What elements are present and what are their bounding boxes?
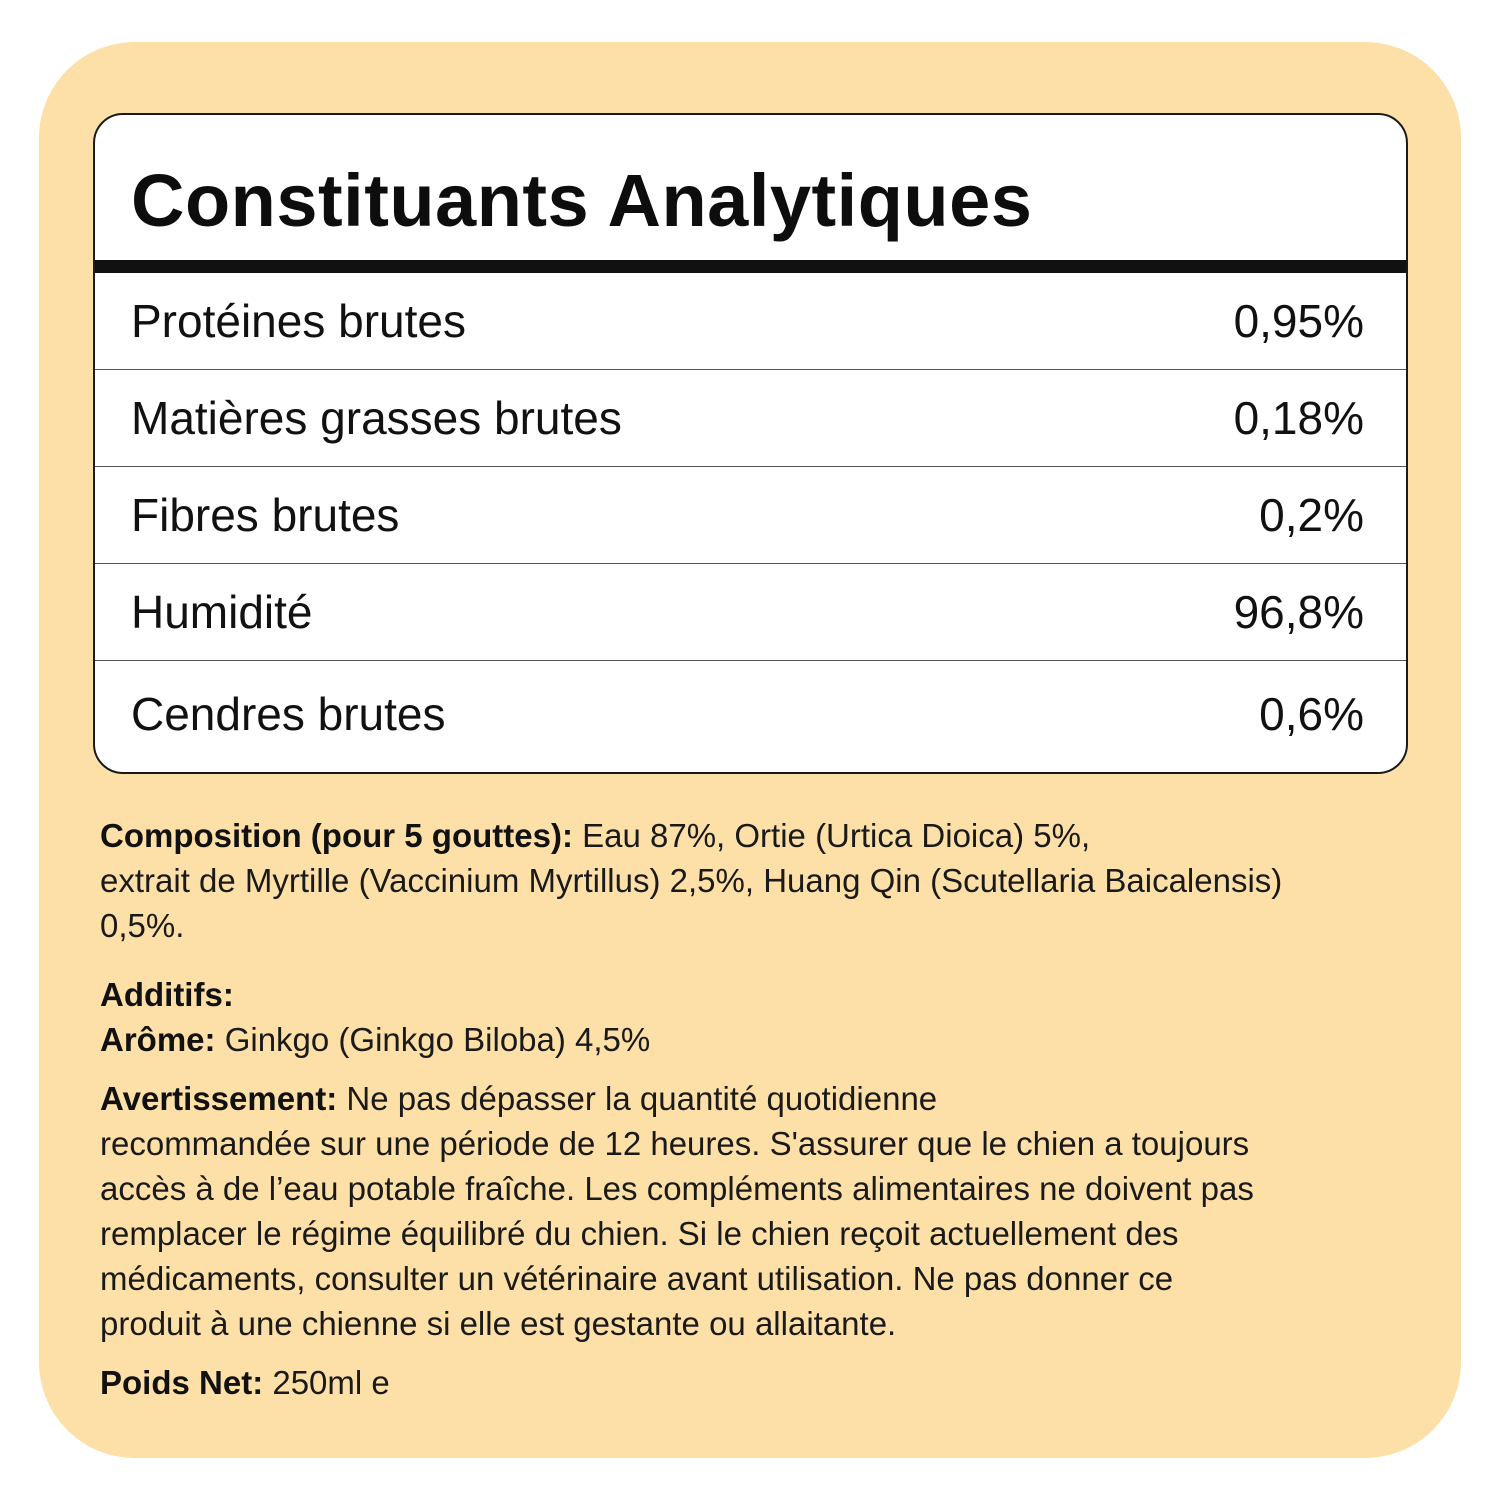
row-label: Matières grasses brutes bbox=[131, 392, 622, 444]
net-weight-label: Poids Net: bbox=[100, 1364, 264, 1401]
row-value: 0,95% bbox=[1233, 295, 1364, 347]
net-weight-section bbox=[100, 1360, 1430, 1405]
row-value: 0,2% bbox=[1259, 489, 1364, 541]
additives-heading bbox=[100, 972, 1430, 1017]
row-label: Fibres brutes bbox=[131, 489, 400, 541]
aroma-text: Ginkgo (Ginkgo Biloba) 4,5% bbox=[215, 1021, 651, 1058]
aroma-label: Arôme: bbox=[100, 1021, 216, 1058]
row-label: Cendres brutes bbox=[131, 688, 446, 740]
row-label: Humidité bbox=[131, 586, 313, 638]
row-label: Protéines brutes bbox=[131, 295, 466, 347]
composition-section bbox=[100, 813, 1430, 948]
composition-line: extrait de Myrtille (Vaccinium Myrtillus) 2,5%, Huang Qin (Scutellaria Baicalensis) bbox=[100, 862, 1283, 899]
composition-line: 0,5%. bbox=[100, 907, 185, 944]
warning-line: accès à de l’eau potable fraîche. Les compléments alimentaires ne doivent pas bbox=[100, 1170, 1254, 1207]
warning-section bbox=[100, 1076, 1430, 1346]
table-rows bbox=[95, 273, 1406, 767]
additives-heading-text: Additifs: bbox=[100, 976, 234, 1013]
warning-text: Ne pas dépasser la quantité quotidienne bbox=[337, 1080, 938, 1117]
table-row bbox=[95, 661, 1406, 767]
row-value: 0,18% bbox=[1233, 392, 1364, 444]
net-weight-line bbox=[100, 1360, 1430, 1405]
warning-label: Avertissement: bbox=[100, 1080, 338, 1117]
warning-line: remplacer le régime équilibré du chien. Si le chien reçoit actuellement des bbox=[100, 1215, 1179, 1252]
row-value: 96,8% bbox=[1233, 586, 1364, 638]
additives-section bbox=[100, 972, 1430, 1062]
aroma-line bbox=[100, 1017, 1430, 1062]
warning-line: recommandée sur une période de 12 heures. S'assurer que le chien a toujours bbox=[100, 1125, 1250, 1162]
title-divider bbox=[95, 260, 1406, 273]
warning-line bbox=[100, 1076, 1430, 1121]
table-row bbox=[95, 273, 1406, 370]
table-row bbox=[95, 564, 1406, 661]
composition-line bbox=[100, 813, 1430, 858]
row-value: 0,6% bbox=[1259, 688, 1364, 740]
net-weight-value: 250ml e bbox=[263, 1364, 390, 1401]
warning-line: médicaments, consulter un vétérinaire avant utilisation. Ne pas donner ce bbox=[100, 1260, 1174, 1297]
analytical-constituents-table bbox=[93, 113, 1408, 774]
table-title: Constituants Analytiques bbox=[131, 159, 1033, 242]
table-row bbox=[95, 370, 1406, 467]
table-row bbox=[95, 467, 1406, 564]
composition-label: Composition (pour 5 gouttes): bbox=[100, 817, 573, 854]
composition-text: Eau 87%, Ortie (Urtica Dioica) 5%, bbox=[572, 817, 1091, 854]
warning-line: produit à une chienne si elle est gestante ou allaitante. bbox=[100, 1305, 897, 1342]
